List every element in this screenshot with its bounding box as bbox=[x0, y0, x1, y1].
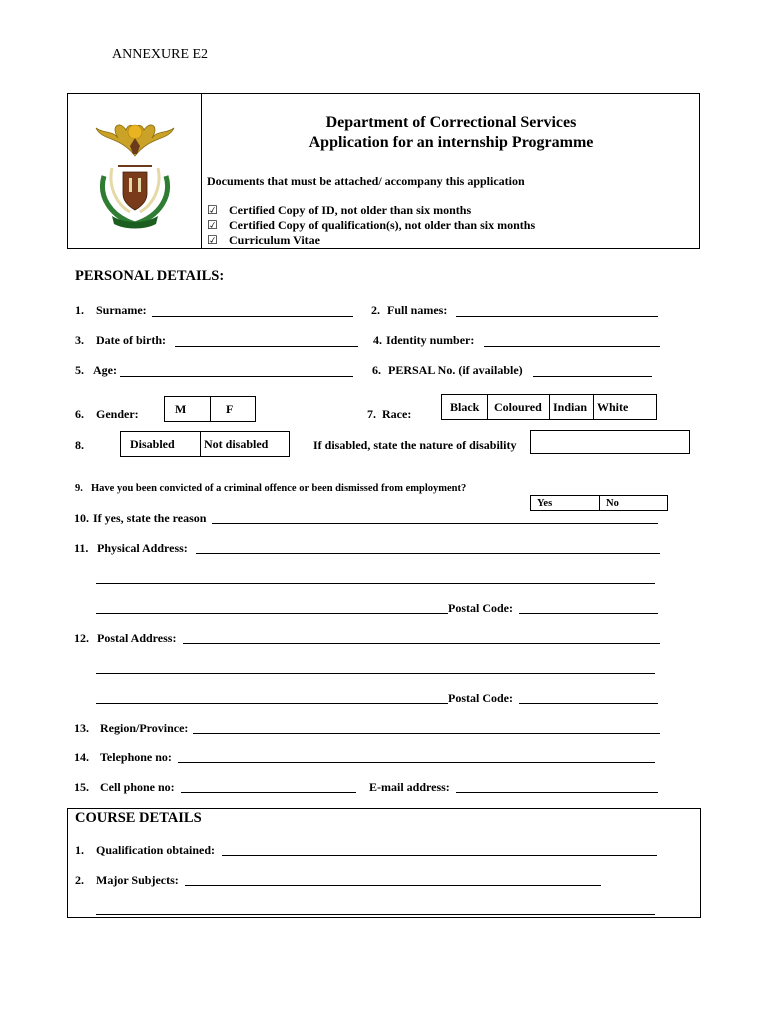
course-details-heading: COURSE DETAILS bbox=[75, 810, 202, 826]
physical-address-label: Physical Address: bbox=[97, 541, 188, 555]
q8-number: 8. bbox=[75, 438, 84, 452]
q7-number: 7. bbox=[367, 407, 376, 421]
conviction-question: Have you been convicted of a criminal offence or been dismissed from employment? bbox=[91, 483, 467, 494]
physical-postal-code-field[interactable] bbox=[519, 613, 658, 614]
doc-item bbox=[207, 218, 535, 232]
physical-address-field-1[interactable] bbox=[196, 553, 660, 554]
reason-field[interactable] bbox=[212, 523, 658, 524]
email-label: E-mail address: bbox=[369, 780, 450, 794]
gender-option-f[interactable]: F bbox=[226, 401, 234, 416]
q15-number: 15. bbox=[74, 780, 89, 794]
doc-item bbox=[207, 233, 320, 247]
region-field[interactable] bbox=[193, 733, 660, 734]
physical-address-field-2[interactable] bbox=[96, 583, 655, 584]
telephone-field[interactable] bbox=[178, 762, 655, 763]
surname-field[interactable] bbox=[152, 316, 353, 317]
q1-number: 1. bbox=[75, 303, 84, 317]
postal-postal-code-field[interactable] bbox=[519, 703, 658, 704]
doc-item-label: Certified Copy of qualification(s), not older than six months bbox=[229, 218, 536, 232]
major-subjects-field-2[interactable] bbox=[96, 914, 655, 915]
checkbox-checked-icon: ☑ bbox=[207, 233, 218, 247]
q10-number: 10. bbox=[74, 511, 89, 525]
postal-address-field-2[interactable] bbox=[96, 673, 655, 674]
dob-field[interactable] bbox=[175, 346, 358, 347]
major-subjects-field-1[interactable] bbox=[185, 885, 601, 886]
full-names-label: Full names: bbox=[387, 303, 448, 317]
annexure-label: ANNEXURE E2 bbox=[112, 47, 209, 62]
q4-number: 4. bbox=[373, 333, 382, 347]
disability-option-disabled[interactable]: Disabled bbox=[121, 432, 201, 456]
gender-label: Gender: bbox=[96, 407, 139, 421]
doc-item bbox=[207, 203, 471, 217]
postal-address-field-3[interactable] bbox=[96, 703, 448, 704]
q3-number: 3. bbox=[75, 333, 84, 347]
persal-field[interactable] bbox=[533, 376, 652, 377]
form-title: Application for an internship Programme bbox=[308, 134, 594, 151]
coat-of-arms-logo bbox=[90, 116, 180, 231]
region-label: Region/Province: bbox=[100, 721, 189, 735]
race-option-white[interactable]: White bbox=[597, 399, 629, 414]
persal-label: PERSAL No. (if available) bbox=[388, 363, 523, 377]
personal-details-heading: PERSONAL DETAILS: bbox=[75, 268, 225, 284]
cell-field[interactable] bbox=[181, 792, 356, 793]
form-header bbox=[67, 93, 700, 249]
reason-label: If yes, state the reason bbox=[93, 511, 207, 525]
q12-number: 12. bbox=[74, 631, 89, 645]
disability-nature-label: If disabled, state the nature of disability bbox=[313, 438, 517, 452]
cell-label: Cell phone no: bbox=[100, 780, 175, 794]
checkbox-checked-icon: ☑ bbox=[207, 218, 218, 232]
coat-of-arms-cell bbox=[68, 94, 202, 248]
surname-label: Surname: bbox=[96, 303, 147, 317]
doc-item-label: Certified Copy of ID, not older than six months bbox=[229, 203, 472, 217]
age-label: Age: bbox=[93, 363, 117, 377]
gender-option-m[interactable]: M bbox=[165, 397, 211, 421]
disability-options bbox=[120, 431, 290, 457]
dob-label: Date of birth: bbox=[96, 333, 166, 347]
q9-number: 9. bbox=[75, 483, 83, 494]
q6b-number: 6. bbox=[372, 363, 381, 377]
race-option-coloured[interactable]: Coloured bbox=[488, 395, 550, 419]
documents-heading: Documents that must be attached/ accompany this application bbox=[207, 174, 525, 188]
doc-item-label: Curriculum Vitae bbox=[229, 233, 320, 247]
race-label: Race: bbox=[382, 407, 412, 421]
q6-number: 6. bbox=[75, 407, 84, 421]
race-option-indian[interactable]: Indian bbox=[550, 395, 594, 419]
physical-postal-code-label: Postal Code: bbox=[448, 601, 513, 615]
q2-number: 2. bbox=[371, 303, 380, 317]
q13-number: 13. bbox=[74, 721, 89, 735]
checkbox-checked-icon: ☑ bbox=[207, 203, 218, 217]
postal-postal-code-label: Postal Code: bbox=[448, 691, 513, 705]
physical-address-field-3[interactable] bbox=[96, 613, 448, 614]
postal-address-label: Postal Address: bbox=[97, 631, 177, 645]
age-field[interactable] bbox=[120, 376, 353, 377]
full-names-field[interactable] bbox=[456, 316, 658, 317]
race-option-black[interactable]: Black bbox=[442, 395, 488, 419]
course-q2-number: 2. bbox=[75, 873, 84, 887]
id-number-label: Identity number: bbox=[386, 333, 475, 347]
disability-nature-field[interactable] bbox=[530, 430, 690, 454]
q11-number: 11. bbox=[74, 541, 89, 555]
conviction-options bbox=[530, 495, 668, 511]
disability-option-not-disabled[interactable]: Not disabled bbox=[204, 436, 269, 451]
major-subjects-label: Major Subjects: bbox=[96, 873, 179, 887]
q14-number: 14. bbox=[74, 750, 89, 764]
qualification-label: Qualification obtained: bbox=[96, 843, 216, 857]
course-q1-number: 1. bbox=[75, 843, 84, 857]
qualification-field[interactable] bbox=[222, 855, 657, 856]
telephone-label: Telephone no: bbox=[100, 750, 172, 764]
email-field[interactable] bbox=[456, 792, 658, 793]
id-number-field[interactable] bbox=[484, 346, 660, 347]
gender-options bbox=[164, 396, 256, 422]
conviction-option-no[interactable]: No bbox=[606, 497, 619, 509]
conviction-option-yes[interactable]: Yes bbox=[531, 496, 600, 510]
postal-address-field-1[interactable] bbox=[183, 643, 660, 644]
department-title: Department of Correctional Services bbox=[325, 114, 577, 131]
q5-number: 5. bbox=[75, 363, 84, 377]
race-options bbox=[441, 394, 657, 420]
